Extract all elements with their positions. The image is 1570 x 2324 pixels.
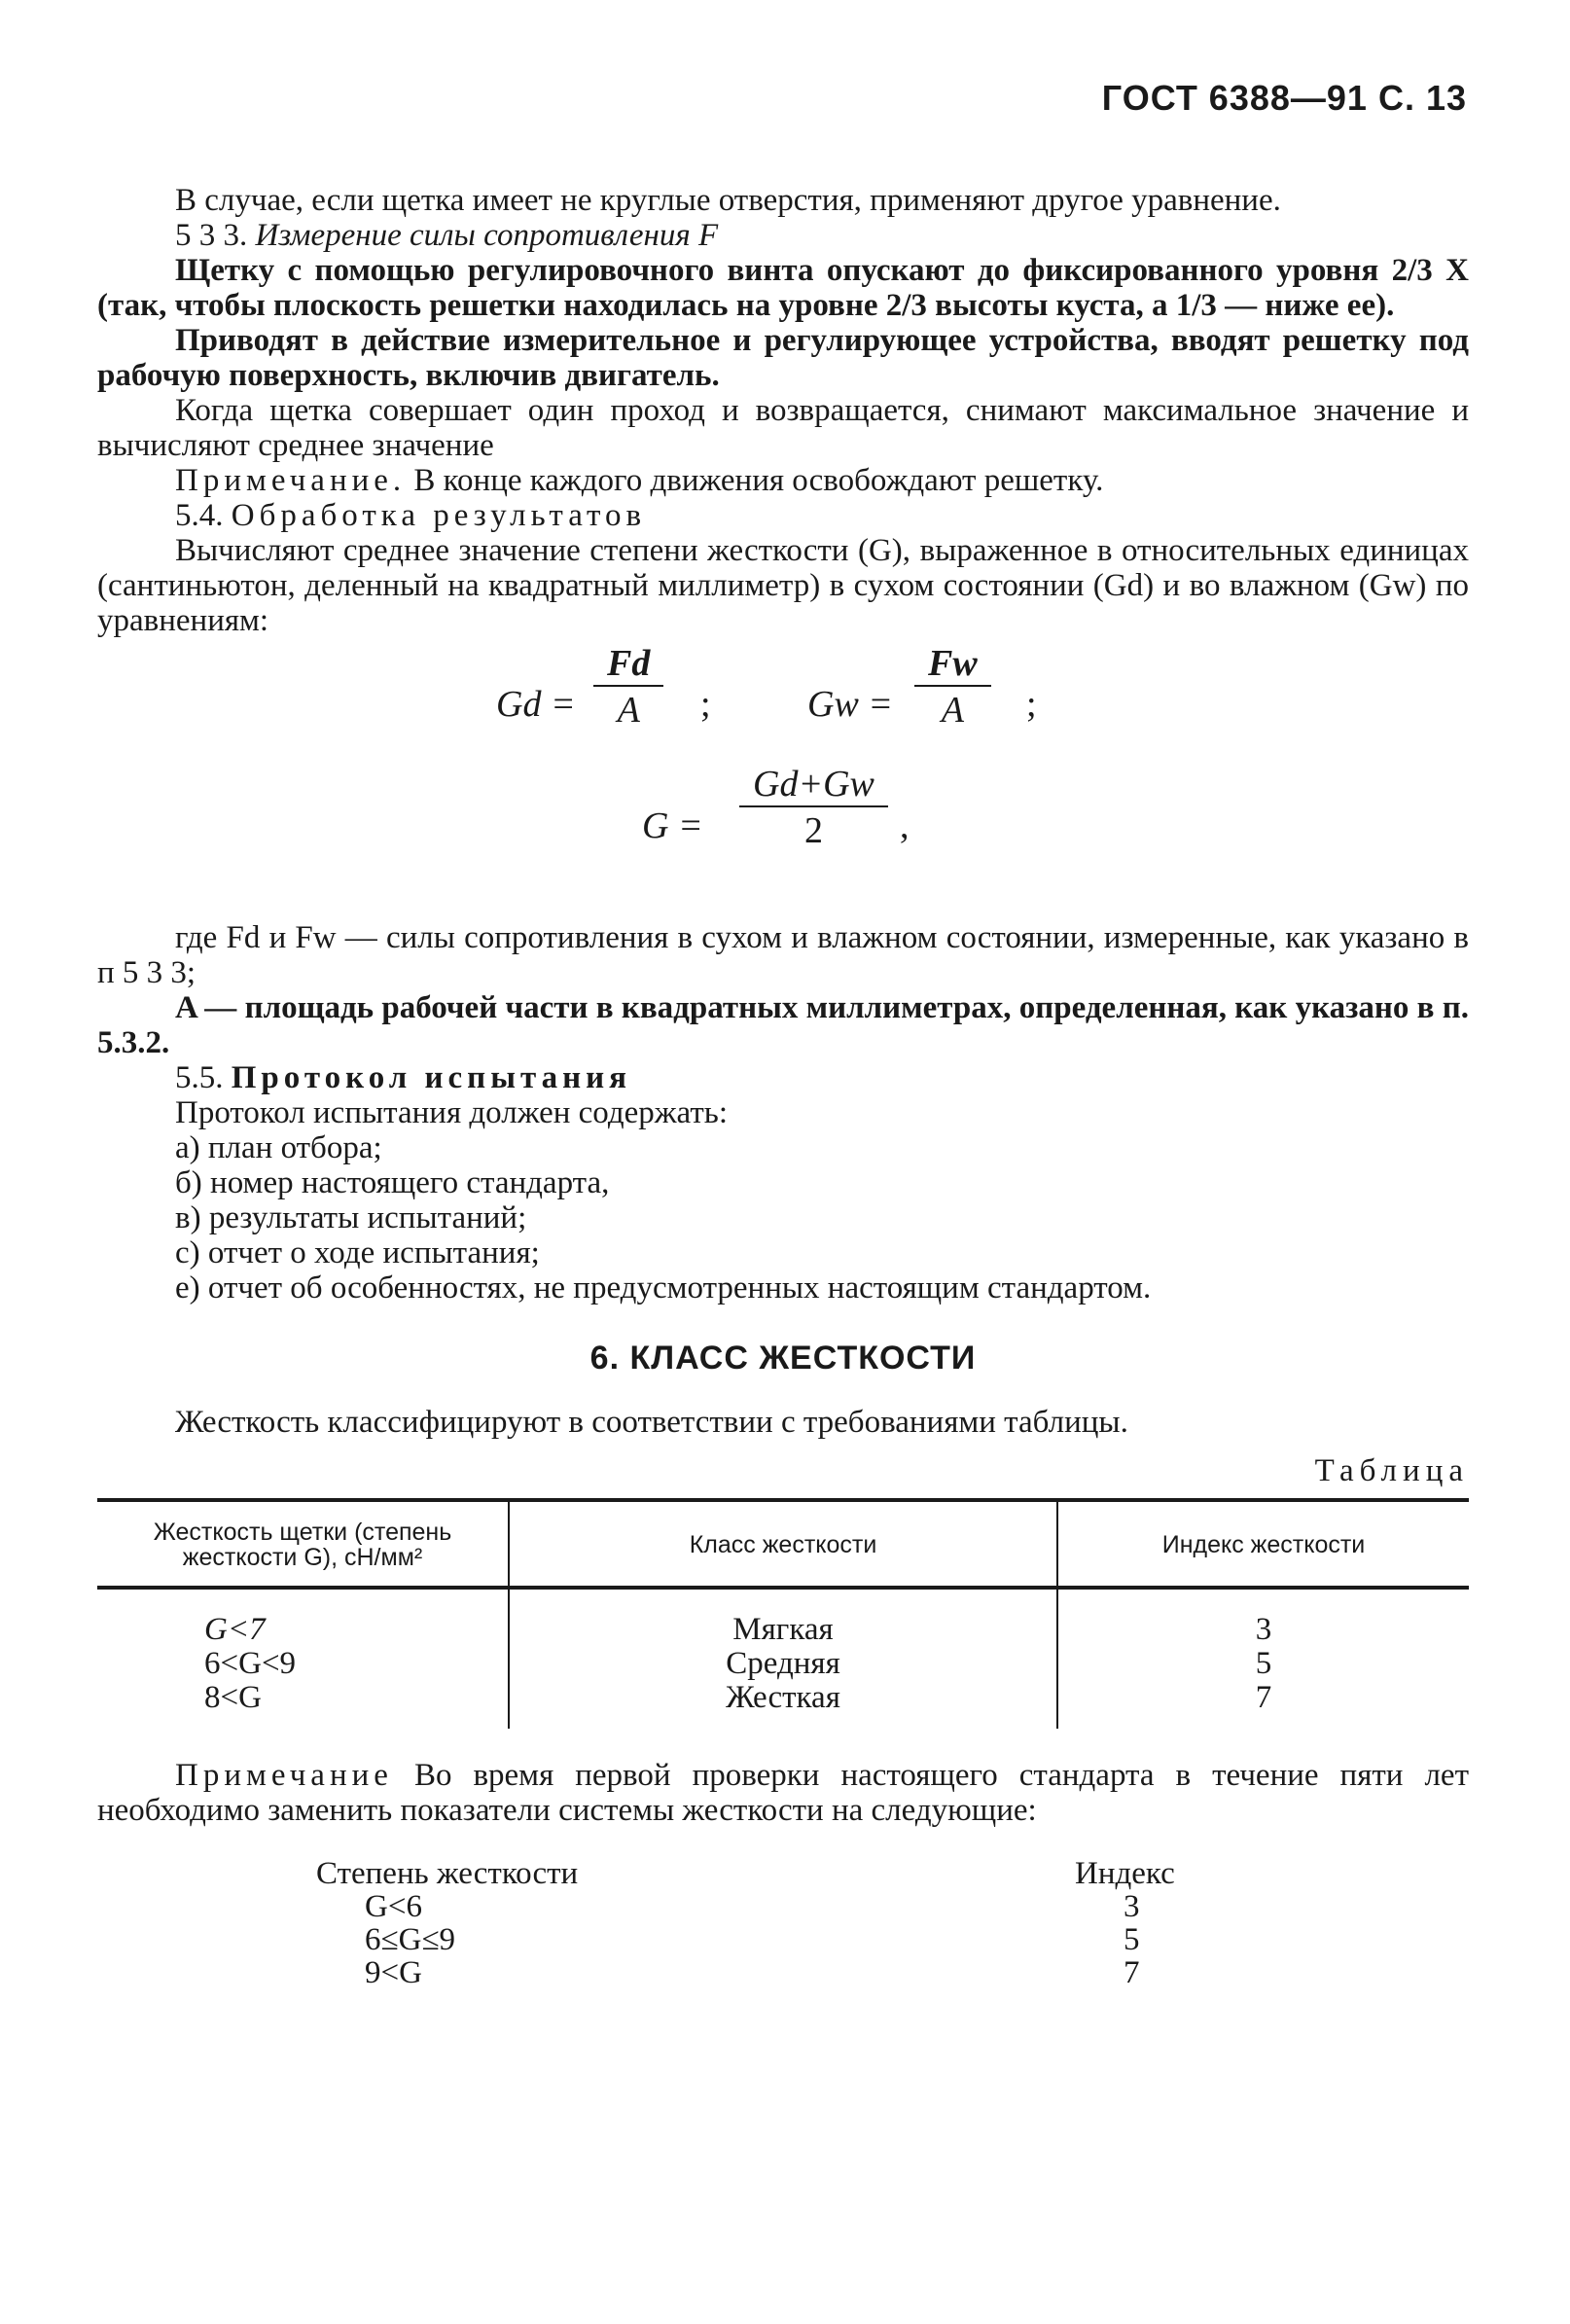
- section-6-title: 6. КЛАСС ЖЕСТКОСТИ: [589, 1340, 977, 1377]
- table-cell-stiffness: 8<G: [204, 1680, 262, 1715]
- list-row: [97, 1923, 1469, 1956]
- clause-title: Обработка результатов: [231, 498, 647, 533]
- formula-gd-left: Gd =: [496, 684, 576, 725]
- formula-g-separator: ,: [900, 805, 910, 846]
- table-row: [97, 1681, 1469, 1729]
- list-header-row: [97, 1857, 1469, 1890]
- list-cell-stiffness: 6≤G≤9: [365, 1922, 456, 1957]
- note-text: Во время первой проверки настоящего стандарта в течение пяти лет необходимо заменить показатели системы жесткости на следующие:: [97, 1758, 1470, 1828]
- table-cell-index: 7: [1057, 1681, 1469, 1729]
- paragraph-measure-value: Когда щетка совершает один проход и возвращается, снимают максимальное значение и вычисляют среднее значение: [97, 393, 1469, 463]
- paragraph-compute-average: Вычисляют среднее значение степени жесткости (G), выраженное в относительных единицах (сантиньютон, деленный на квадратный миллиметр) в сухом состоянии (Gd) и во влажном (Gw) по уравнениям:: [97, 533, 1469, 638]
- clause-number: 5.4.: [175, 498, 224, 533]
- note-release-grid: [97, 463, 1469, 498]
- table-cell-class: Жесткая: [509, 1681, 1057, 1729]
- formula-gw-separator: ;: [1026, 684, 1037, 725]
- list-cell-stiffness: G<6: [365, 1889, 422, 1924]
- list-cell-index: 5: [1124, 1922, 1140, 1957]
- paragraph-protocol-contents: Протокол испытания должен содержать:: [175, 1095, 728, 1130]
- formula-gw-fraction: [914, 643, 991, 731]
- paragraph-area-definition: A — площадь рабочей части в квадратных миллиметрах, определенная, как указано в п. 5.3.2.: [97, 990, 1469, 1060]
- table-cell-stiffness: 6<G<9: [204, 1646, 297, 1681]
- column-header-class: Класс жесткости: [509, 1500, 1057, 1588]
- paragraph-where-forces: где Fd и Fw — силы сопротивления в сухом и влажном состоянии, измеренные, как указано в п 5 3 3;: [97, 920, 1469, 990]
- clause-5-3-3-heading: [97, 218, 1469, 253]
- replacement-indices-list: [97, 1857, 1469, 1989]
- paragraph-nonround-holes: В случае, если щетка имеет не круглые отверстия, применяют другое уравнение.: [175, 183, 1281, 218]
- table-cell-stiffness: G<7: [204, 1612, 266, 1647]
- list-item: б) номер настоящего стандарта,: [175, 1165, 610, 1200]
- formula-g-left: G =: [642, 805, 703, 846]
- formula-block: [97, 638, 1469, 920]
- section-6-note: [97, 1758, 1469, 1828]
- table-row: [97, 1647, 1469, 1681]
- note-label: Примечание: [175, 1758, 393, 1793]
- column-header-index: Индекс жесткости: [1057, 1500, 1469, 1588]
- clause-5-5-heading: [97, 1060, 1469, 1095]
- clause-5-4-heading: [97, 498, 1469, 533]
- list-cell-index: 3: [1124, 1889, 1140, 1924]
- formula-g-fraction: [739, 764, 888, 851]
- formula-gd-numerator: Fd: [593, 646, 663, 687]
- stiffness-table: [97, 1498, 1469, 1729]
- list-cell-stiffness: 9<G: [365, 1955, 422, 1990]
- table-cell-class: Мягкая: [509, 1588, 1057, 1647]
- clause-title: Протокол испытания: [231, 1060, 631, 1095]
- list-cell-index: 7: [1124, 1955, 1140, 1990]
- table-cell-class: Средняя: [509, 1647, 1057, 1681]
- table-cell-index: 3: [1057, 1588, 1469, 1647]
- column-header-stiffness: Жесткость щетки (степень жесткости G), сН/мм²: [97, 1500, 509, 1588]
- table-caption: Таблица: [1314, 1453, 1469, 1488]
- formula-gw-left: Gw =: [807, 684, 893, 725]
- clause-title: Измерение силы сопротивления F: [255, 218, 719, 253]
- clause-number: 5 3 3.: [175, 218, 248, 253]
- formula-gd-denominator: A: [617, 690, 640, 731]
- table-cell-index: 5: [1057, 1647, 1469, 1681]
- formula-gw-denominator: A: [941, 690, 964, 731]
- list-item: е) отчет об особенностях, не предусмотренных настоящим стандартом.: [175, 1270, 1152, 1305]
- paragraph-start-devices: Приводят в действие измерительное и регулирующее устройства, вводят решетку под рабочую поверхность, включив двигатель.: [97, 323, 1469, 393]
- list-header-stiffness: Степень жесткости: [316, 1856, 579, 1891]
- list-item: а) план отбора;: [175, 1130, 382, 1165]
- formula-gw-numerator: Fw: [914, 646, 991, 687]
- formula-g-numerator: Gd+Gw: [739, 767, 888, 807]
- list-item: в) результаты испытаний;: [175, 1200, 527, 1235]
- formula-g-denominator: 2: [803, 810, 823, 851]
- clause-number: 5.5.: [175, 1060, 224, 1095]
- note-text: В конце каждого движения освобождают решетку.: [413, 463, 1104, 498]
- table-header-row: [97, 1500, 1469, 1588]
- formula-gd-fraction: [593, 643, 663, 731]
- table-row: [97, 1588, 1469, 1647]
- body-text: [97, 183, 1469, 1989]
- list-row: [97, 1890, 1469, 1923]
- list-row: [97, 1956, 1469, 1989]
- list-item: с) отчет о ходе испытания;: [175, 1235, 540, 1270]
- running-head: ГОСТ 6388—91 С. 13: [1101, 78, 1467, 118]
- section-6-intro: Жесткость классифицируют в соответствии с требованиями таблицы.: [175, 1405, 1128, 1440]
- formula-gd-separator: ;: [700, 684, 711, 725]
- note-label: Примечание.: [175, 463, 407, 498]
- list-header-index: Индекс: [1075, 1856, 1175, 1891]
- paragraph-lower-brush: Щетку с помощью регулировочного винта опускают до фиксированного уровня 2/3 X (так, чтобы плоскость решетки находилась на уровне 2/3 высоты куста, а 1/3 — ниже ее).: [97, 253, 1469, 323]
